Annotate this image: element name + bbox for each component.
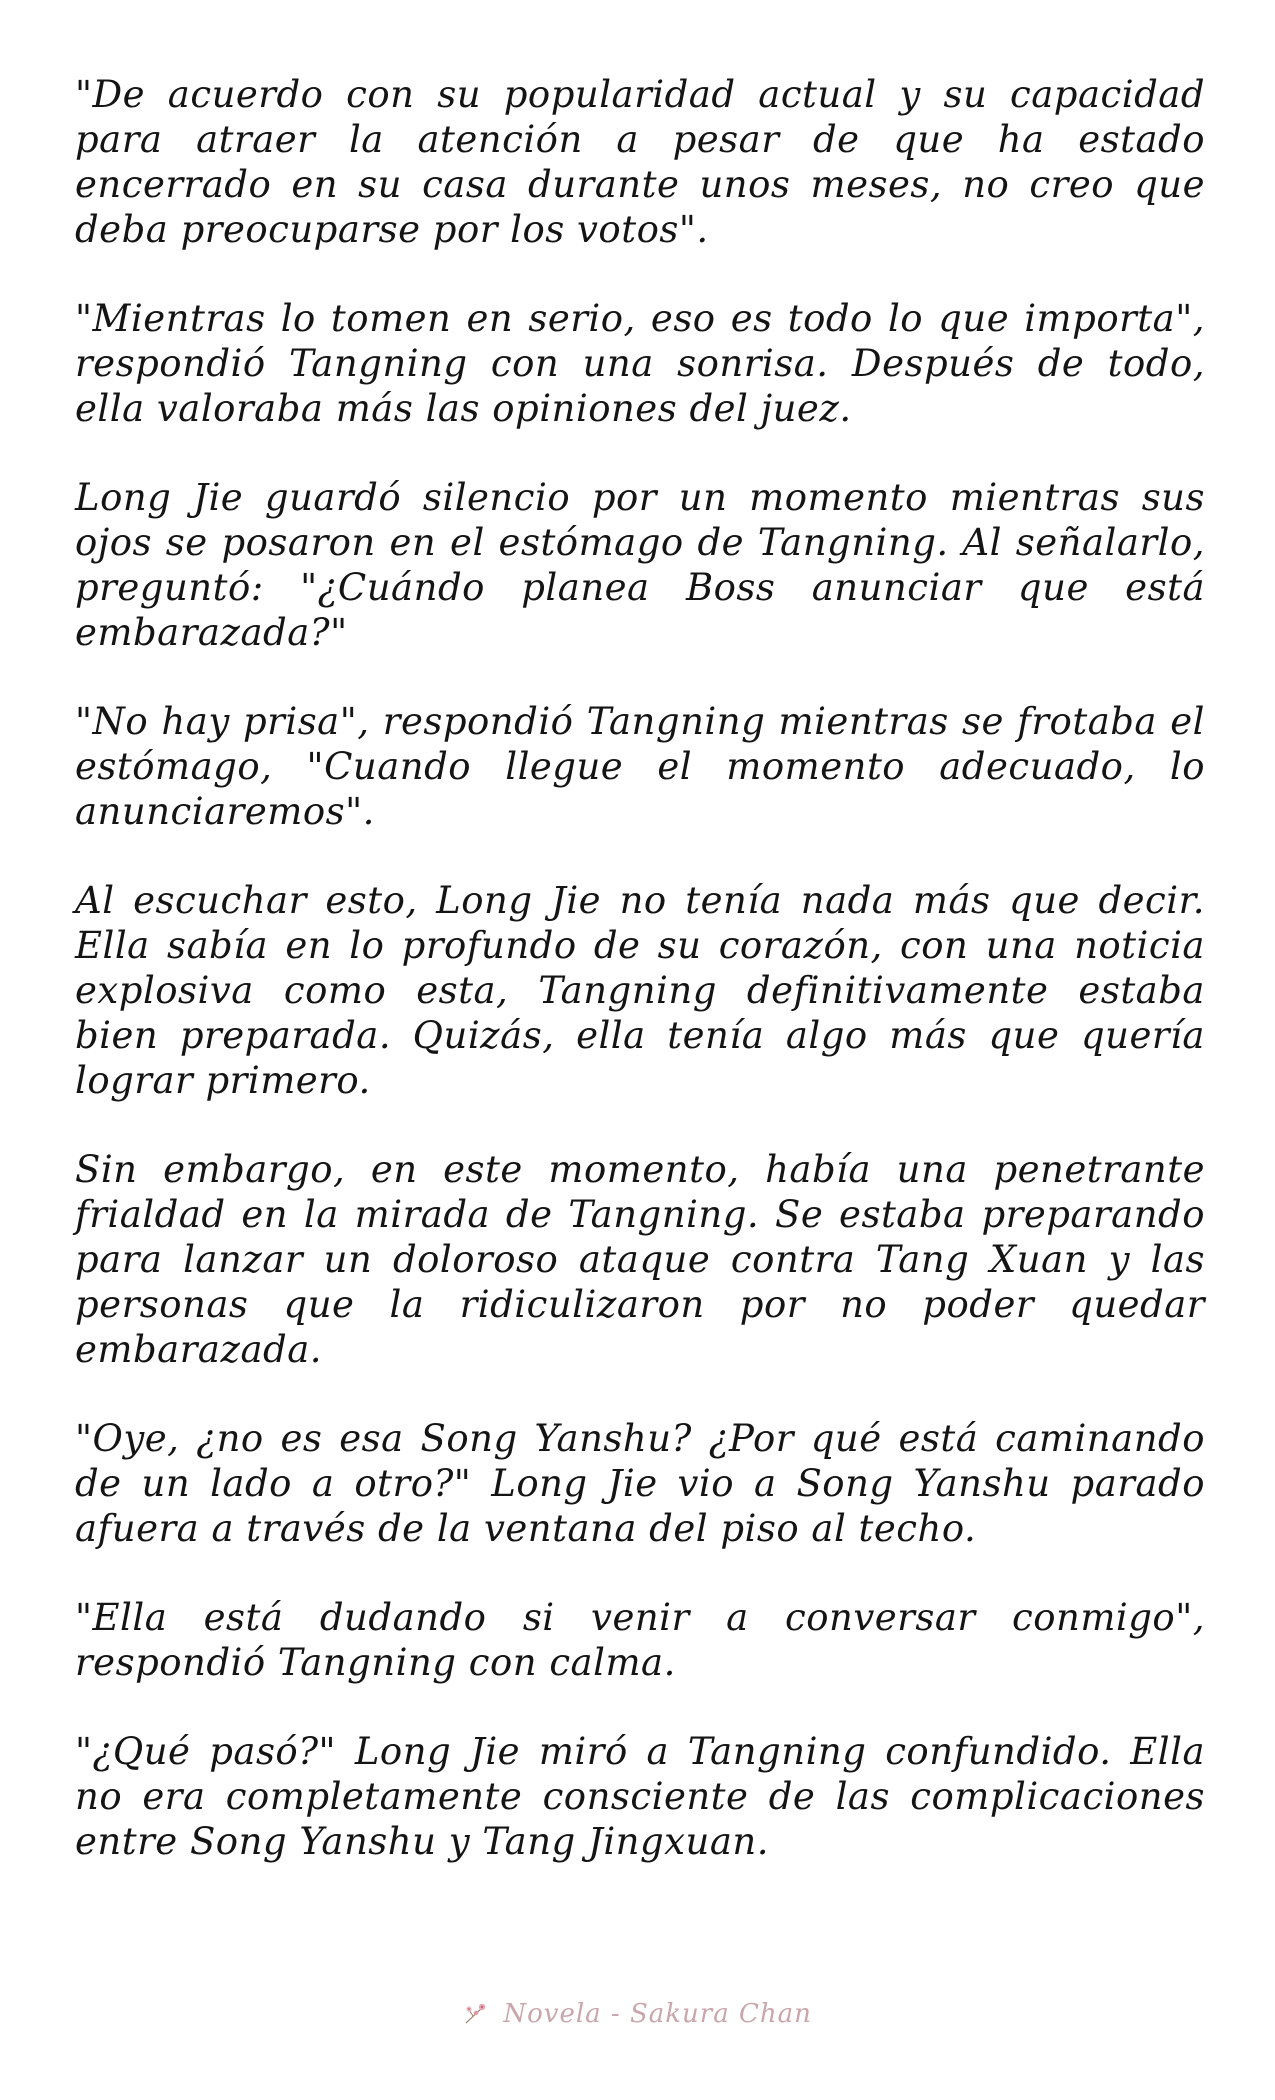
paragraph-3: Long Jie guardó silencio por un momento mientras sus ojos se posaron en el estómago de Tangning. Al señalarlo, preguntó: "¿Cuándo planea Boss anunciar que está embarazada?": [75, 476, 1205, 654]
paragraph-8: "Ella está dudando si venir a conversar conmigo", respondió Tangning con calma.: [75, 1596, 1205, 1684]
watermark-footer: [0, 1998, 1275, 2029]
document-body: [75, 72, 1205, 1908]
paragraph-6: Sin embargo, en este momento, había una penetrante frialdad en la mirada de Tangning. Se estaba preparando para lanzar un doloroso ataque contra Tang Xuan y las personas que la ridiculizaron por no poder quedar embarazada.: [75, 1148, 1205, 1371]
paragraph-4: "No hay prisa", respondió Tangning mientras se frotaba el estómago, "Cuando llegue el momento adecuado, lo anunciaremos".: [75, 700, 1205, 833]
watermark-text: Novela - Sakura Chan: [503, 1999, 812, 2029]
paragraph-2: "Mientras lo tomen en serio, eso es todo lo que importa", respondió Tangning con una sonrisa. Después de todo, ella valoraba más las opiniones del juez.: [75, 297, 1205, 430]
paragraph-7: "Oye, ¿no es esa Song Yanshu? ¿Por qué está caminando de un lado a otro?" Long Jie vio a Song Yanshu parado afuera a través de la ventana del piso al techo.: [75, 1417, 1205, 1550]
paragraph-1: "De acuerdo con su popularidad actual y su capacidad para atraer la atención a pesar de que ha estado encerrado en su casa durante unos meses, no creo que deba preocuparse por los votos".: [75, 73, 1205, 251]
cherry-blossom-icon: [463, 2001, 489, 2027]
paragraph-5: Al escuchar esto, Long Jie no tenía nada más que decir. Ella sabía en lo profundo de su corazón, con una noticia explosiva como esta, Tangning definitivamente estaba bien preparada. Quizás, ella tenía algo más que quería lograr primero.: [75, 879, 1205, 1102]
paragraph-9: "¿Qué pasó?" Long Jie miró a Tangning confundido. Ella no era completamente consciente de las complicaciones entre Song Yanshu y Tang Jingxuan.: [75, 1730, 1205, 1863]
